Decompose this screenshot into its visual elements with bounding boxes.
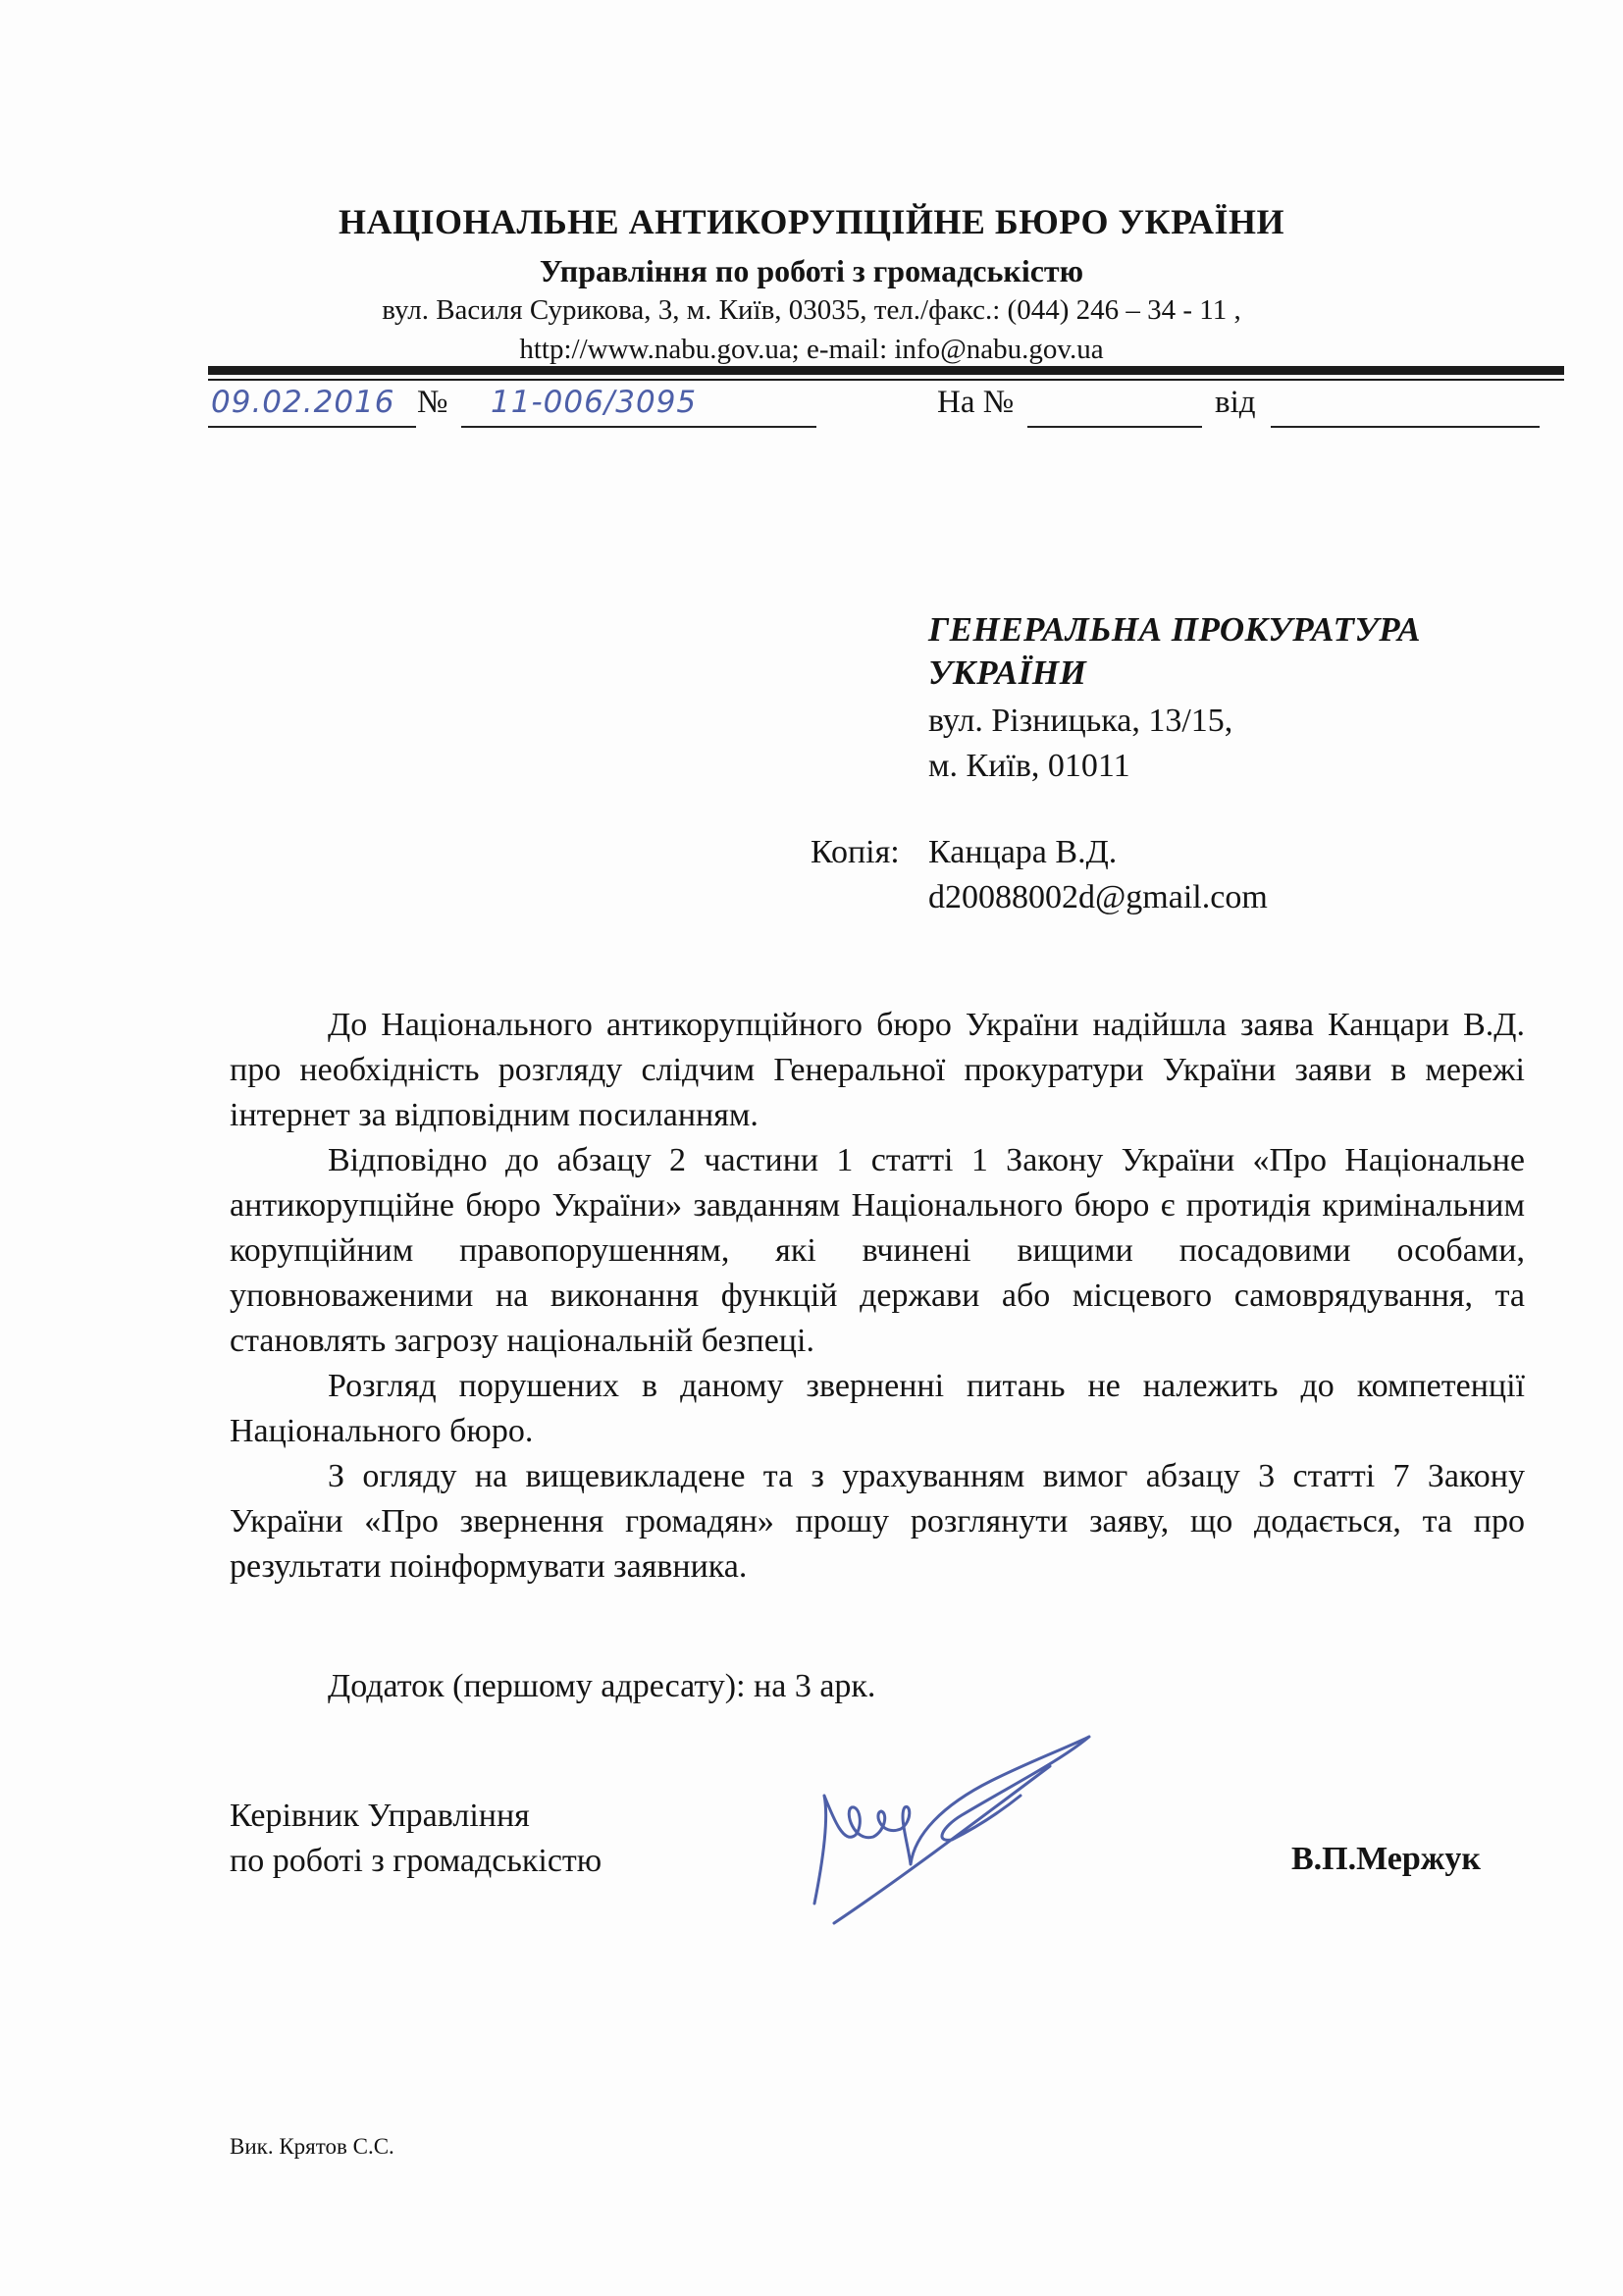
- copy-name: Канцара В.Д.: [928, 834, 1118, 870]
- organization-name: НАЦІОНАЛЬНЕ АНТИКОРУПЦІЙНЕ БЮРО УКРАЇНИ: [339, 202, 1284, 241]
- reply-to-label: На №: [937, 385, 1015, 420]
- reply-date-blank: [1271, 426, 1540, 428]
- number-underline: [461, 426, 816, 428]
- letterhead-rule-thick: [208, 366, 1564, 375]
- addressee-city: м. Київ, 01011: [928, 748, 1130, 784]
- signer-name: В.П.Мержук: [1291, 1841, 1482, 1877]
- copy-email: d20088002d@gmail.com: [928, 879, 1268, 915]
- department-name: Управління по роботі з громадськістю: [539, 253, 1084, 288]
- letter-body: [230, 1003, 1525, 1590]
- contact-address: вул. Василя Сурикова, 3, м. Київ, 03035, тел./факс.: (044) 246 – 34 - 11 ,: [382, 294, 1241, 326]
- number-sign: №: [417, 385, 448, 420]
- handwritten-number: 11-006/3095: [491, 385, 698, 420]
- addressee-street: вул. Різницька, 13/15,: [928, 703, 1233, 739]
- addressee-name-line2: УКРАЇНИ: [928, 653, 1087, 692]
- handwritten-date: 09.02.2016: [211, 385, 395, 420]
- body-paragraph-1: До Національного антикорупційного бюро України надійшла заява Канцари В.Д. про необхідність розгляду слідчим Генеральної прокуратури України заяви в мережі інтернет за відповідним посиланням.: [230, 1007, 1525, 1133]
- attachment-note: Додаток (першому адресату): на 3 арк.: [328, 1668, 876, 1704]
- from-label: від: [1215, 385, 1256, 420]
- handwritten-signature: [795, 1727, 1109, 1943]
- addressee-name-line1: ГЕНЕРАЛЬНА ПРОКУРАТУРА: [928, 610, 1421, 649]
- date-underline: [208, 426, 416, 428]
- reply-number-blank: [1027, 426, 1202, 428]
- signer-position-line2: по роботі з громадськістю: [230, 1843, 602, 1879]
- letterhead-rule-thin: [208, 379, 1564, 381]
- body-paragraph-4: З огляду на вищевикладене та з урахуванням вимог абзацу 3 статті 7 Закону України «Про звернення громадян» прошу розглянути заяву, що додається, та про результати поінформувати заявника.: [230, 1458, 1525, 1585]
- copy-label: Копія:: [811, 834, 900, 870]
- signer-position-line1: Керівник Управління: [230, 1798, 530, 1834]
- body-paragraph-2: Відповідно до абзацу 2 частини 1 статті 1 Закону України «Про Національне антикорупційне бюро України» завданням Національного бюро є протидія кримінальним корупційним правопорушенням, які вчинені вищими посадовими особами, уповноваженими на виконання функцій держави або місцевого самоврядування, та становлять загрозу національній безпеці.: [230, 1142, 1525, 1359]
- body-paragraph-3: Розгляд порушених в даному зверненні питань не належить до компетенції Національного бюро.: [230, 1368, 1525, 1449]
- contact-web: http://www.nabu.gov.ua; e-mail: info@nabu.gov.ua: [519, 334, 1104, 365]
- executor-note: Вик. Крятов С.С.: [230, 2134, 394, 2159]
